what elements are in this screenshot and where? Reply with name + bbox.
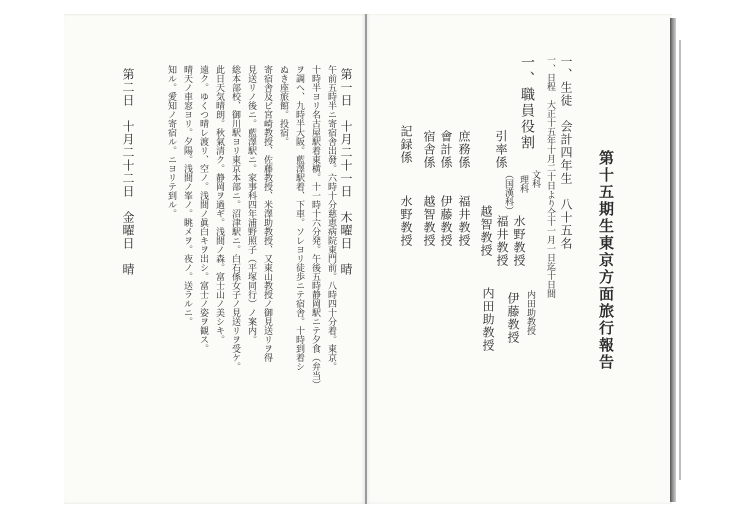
role-lead-label: 引率係 <box>494 130 508 169</box>
lead-name-6: 内田助教授 <box>481 287 495 352</box>
lead-name-4: 内田助教授 <box>525 290 535 335</box>
day1-line-4: ぬき座旅館。投宿。 <box>278 65 288 146</box>
report-title: 第十五期生東京方面旅行報告 <box>597 150 615 371</box>
lead-dept-3: （国漢科） <box>503 170 513 215</box>
day1-line-10: 晴天ノ車窓ヨリ。夕陽。浅間ノ峯ノ。眺メヲ。夜ノ。送ラルニ。 <box>182 65 192 326</box>
lead-name-2: 福井教授 <box>495 215 509 267</box>
role-lodging-label: 宿舎係 <box>422 130 436 169</box>
role-accounts-label: 會計係 <box>439 130 453 169</box>
lead-name-1: 水野教授 <box>512 215 526 267</box>
role-records-name: 水野教授 <box>399 195 413 247</box>
day1-line-7: 総本部校、御川駅ヨリ東京本部ニ。沼津駅ニ。白石係女子ノ見送リヲ受ケ。 <box>230 65 240 371</box>
lead-dept-1: 文科 <box>530 170 540 188</box>
lead-name-5: 伊藤教授 <box>506 292 520 344</box>
role-general-label: 庶務係 <box>457 130 471 169</box>
item-staff-roles: 一、職員役割 <box>519 55 535 151</box>
day1-line-1: 午前五時半ニ寄宿舎出發。六時十分慈恵病院東門前。八時四十分着。東京。 <box>326 65 336 371</box>
role-records-label: 記録係 <box>399 125 413 164</box>
day1-line-9: 遠ク。ゆくつ晴レ渡リ、空ノ。浅間ノ眞白キヲ出シ。富士ノ姿ヲ観ス。 <box>198 65 208 353</box>
day1-line-8: 此日天気晴朗。秋氣清ク。静岡ヲ過ギ。浅間ノ森。富士山ノ美シキ。 <box>214 65 224 344</box>
page-edge <box>670 18 676 502</box>
role-lodging-name: 越智教授 <box>422 195 436 247</box>
day2-header: 第二日 十月二十二日 金曜日 晴 <box>121 68 135 276</box>
page-edge-line <box>679 40 681 480</box>
day1-header: 第一日 十月二十一日 木曜日 晴 <box>339 68 353 276</box>
role-general-name: 福井教授 <box>457 195 471 247</box>
item-students: 一、生徒 会計四年生 八十五名 <box>559 55 573 250</box>
item-schedule: 一、日程 大正十五年十月二十日より仝十一月一日迄十日間 <box>545 55 555 298</box>
day1-line-5: 寄宿舎及ビ宮崎教授、佐藤教授、米澤助教授、又東山教授ノ御見送リヲ得 <box>262 65 272 362</box>
day1-closing: 知ル。愛知ノ寄宿ル。ニヨリテ到ル。 <box>166 65 176 218</box>
lead-name-3: 越智教授 <box>479 205 493 257</box>
book-gutter <box>365 14 367 504</box>
day1-line-3: ヲ調ヘ、九時半大阪。藍澤駅着、下車。ソレヨリ徒歩ニテ宿舎。十時到着シ <box>294 65 304 371</box>
day1-line-6: 見送リノ後ニ。藍澤駅ニ。家事科四年浦野照子（平塚同行）ノ案内。 <box>246 65 256 344</box>
role-accounts-name: 伊藤教授 <box>439 195 453 247</box>
lead-dept-2: 理科 <box>518 175 528 193</box>
day1-line-2: 十時半ヨリ名古屋駅着東横。十一時十六分発。午後五時静岡駅ニテ夕食（弁当） <box>310 65 320 389</box>
